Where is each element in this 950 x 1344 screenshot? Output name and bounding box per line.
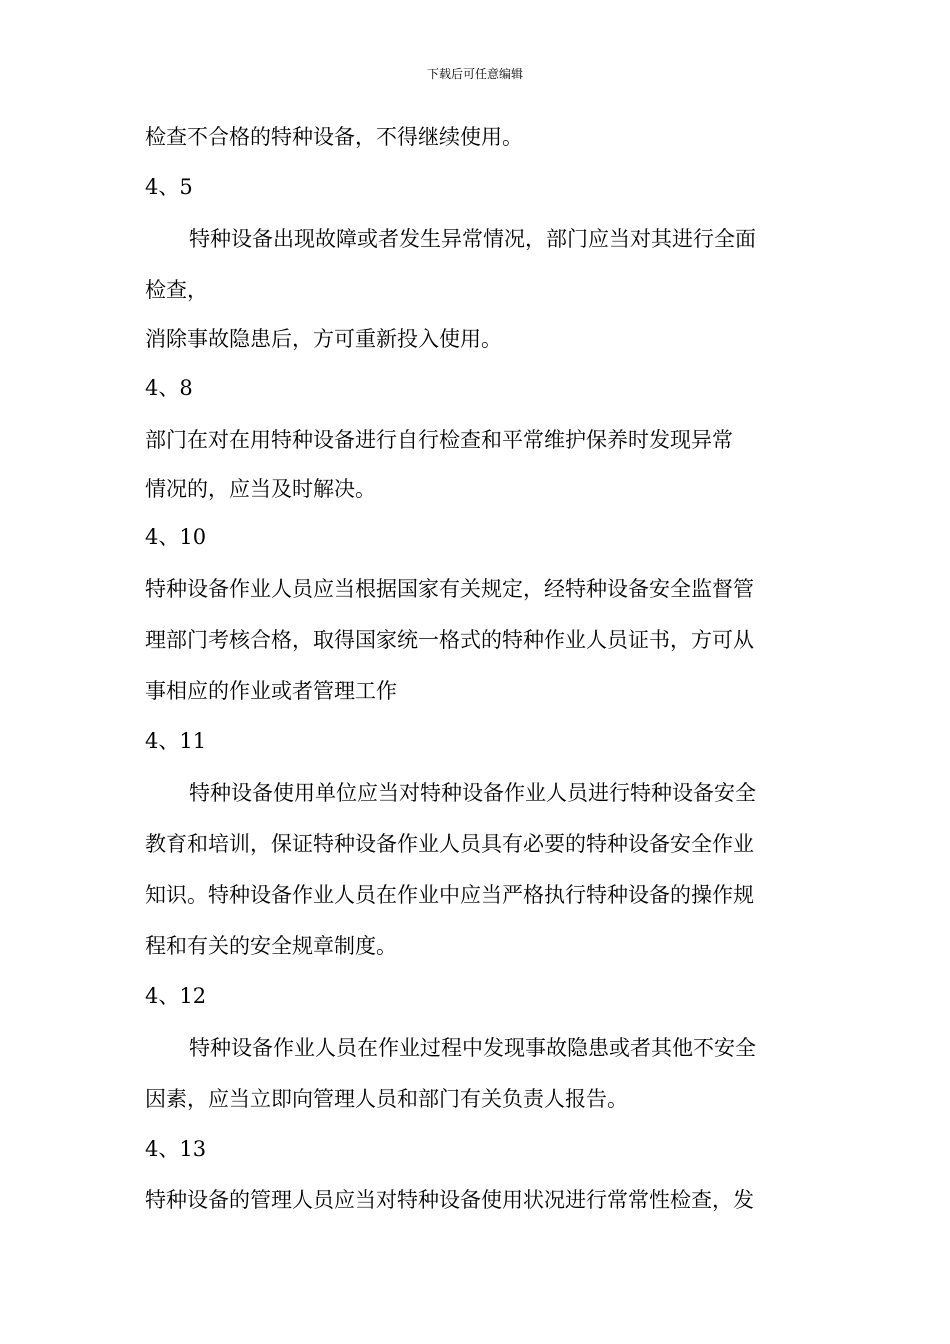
text-line: 因素，应当立即向管理人员和部门有关负责人报告。: [145, 1087, 628, 1111]
text-line: 特种设备作业人员在作业过程中发现事故隐患或者其他不安全: [189, 1036, 756, 1060]
page-header: 下载后可任意编辑: [426, 67, 523, 81]
section-number: 4、12: [145, 984, 207, 1008]
text-line: 特种设备使用单位应当对特种设备作业人员进行特种设备安全: [189, 781, 756, 805]
text-line: 检查，: [145, 278, 208, 302]
text-line: 程和有关的安全规章制度。: [145, 934, 397, 958]
text-line: 知识。特种设备作业人员在作业中应当严格执行特种设备的操作规: [145, 883, 754, 907]
section-number: 4、5: [145, 175, 193, 199]
text-line: 特种设备作业人员应当根据国家有关规定，经特种设备安全监督管: [145, 577, 754, 601]
text-line: 教育和培训，保证特种设备作业人员具有必要的特种设备安全作业: [145, 832, 754, 856]
text-line: 特种设备的管理人员应当对特种设备使用状况进行常常性检查，发: [145, 1188, 754, 1212]
text-line: 检查不合格的特种设备，不得继续使用。: [145, 125, 523, 149]
text-line: 情况的，应当及时解决。: [145, 477, 376, 501]
section-number: 4、13: [145, 1137, 207, 1161]
section-number: 4、8: [145, 376, 193, 400]
text-line: 事相应的作业或者管理工作: [145, 679, 397, 703]
text-line: 特种设备出现故障或者发生异常情况，部门应当对其进行全面: [189, 227, 756, 251]
text-line: 消除事故隐患后，方可重新投入使用。: [145, 327, 502, 351]
text-line: 理部门考核合格，取得国家统一格式的特种作业人员证书，方可从: [145, 628, 754, 652]
text-line: 部门在对在用特种设备进行自行检查和平常维护保养时发现异常: [145, 428, 733, 452]
section-number: 4、10: [145, 525, 207, 549]
section-number: 4、11: [145, 729, 207, 753]
